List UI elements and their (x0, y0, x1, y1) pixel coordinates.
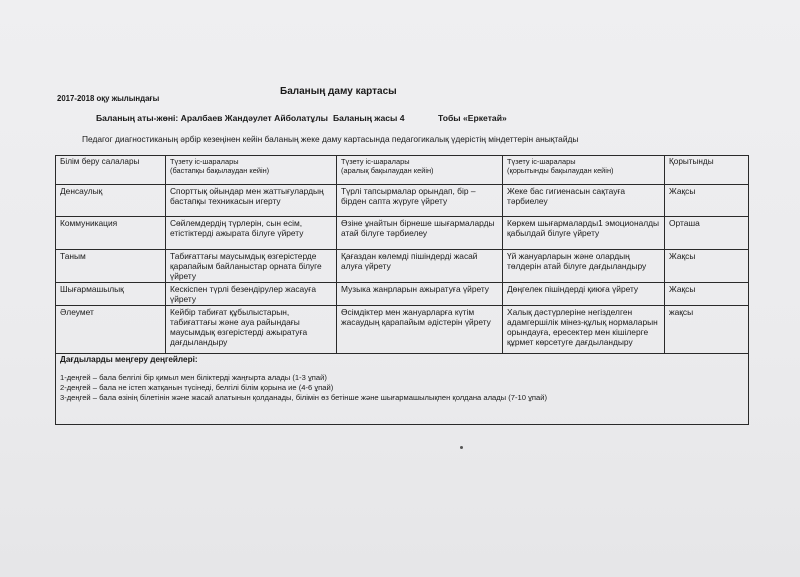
levels-title: Дағдыларды меңгеру деңгейлері: (60, 355, 198, 364)
result-cell: Орташа (665, 217, 749, 250)
child-age: Баланың жасы 4 (333, 113, 405, 123)
scan-speck (460, 446, 463, 449)
table-row (56, 306, 749, 354)
academic-year: 2017-2018 оқу жылындағы (57, 94, 160, 103)
result-cell: Жақсы (665, 250, 749, 283)
final-cell: Дөңгелек пішіндерді қиюға үйрету (503, 283, 665, 306)
final-cell: Жеке бас гигиенасын сақтауға тәрбиелеу (503, 185, 665, 217)
interim-cell: Музыка жанрларын ажыратуға үйрету (337, 283, 503, 306)
initial-cell: Сөйлемдердің түрлерін, сын есім, етістіктерді ажырата білуге үйрету (166, 217, 337, 250)
levels-row (56, 354, 749, 425)
level-item: 1-деңгей – бала белгілі бір қимыл мен біліктерді жаңғырта алады (1-3 ұпай) (60, 373, 327, 382)
interim-cell: Өсімдіктер мен жануарларға күтім жасаудың қарапайым әдістерін үйрету (337, 306, 503, 354)
initial-cell: Спорттық ойындар мен жаттығулардың бастапқы техникасын игерту (166, 185, 337, 217)
group-name: Тобы «Еркетай» (438, 113, 507, 123)
area-cell: Шығармашылық (56, 283, 166, 306)
development-table (55, 155, 749, 425)
column-header: Білім беру салалары (56, 156, 166, 185)
child-name: Баланың аты-жөні: Аралбаев Жандәулет Айболатұлы (96, 113, 328, 123)
interim-cell: Түрлі тапсырмалар орындап, бір – бірден сапта жүруге үйрету (337, 185, 503, 217)
table-row (56, 217, 749, 250)
column-header: Түзету іс-шаралары (аралық бақылаудан кейін) (337, 156, 503, 185)
final-cell: Көркем шығармаларды1 эмоционалды қабылдай білуге үйрету (503, 217, 665, 250)
column-header: Қорытынды (665, 156, 749, 185)
level-item: 2-деңгей – бала не істеп жатқанын түсінеді, белгілі білім қорына ие (4-6 ұпай) (60, 383, 334, 392)
final-cell: Халық дәстүрлеріне негізделген адамгершілік мінез-құлық нормаларын орындауға, ересектер мен кішілерге құрмет көрсетуге дағдыландыру (503, 306, 665, 354)
area-cell: Денсаулық (56, 185, 166, 217)
area-cell: Коммуникация (56, 217, 166, 250)
level-item: 3-деңгей – бала өзінің білетінін және жасай алатынын қолданады, білімін өз бетінше және шығармашылықпен қолдана алады (7-10 ұпай) (60, 393, 547, 402)
initial-cell: Табиғаттағы маусымдық өзгерістерде қарапайым байланыстар орната білуге үйрету (166, 250, 337, 283)
intro-text: Педагог диагностиканың әрбір кезеңінен кейін баланың жеке даму картасында педагогикалық үдерістің міндеттерін анықтайды (82, 134, 579, 144)
initial-cell: Кейбір табиғат құбылыстарын, табиғаттағы және ауа райындағы маусымдық өзгерістерді ажыратуға дағдыландыру (166, 306, 337, 354)
initial-cell: Кескіспен түрлі безендірулер жасауға үйрету (166, 283, 337, 306)
interim-cell: Өзіне ұнайтын бірнеше шығармаларды атай білуге тәрбиелеу (337, 217, 503, 250)
column-header: Түзету іс-шаралары (қорытынды бақылаудан кейін) (503, 156, 665, 185)
column-header: Түзету іс-шаралары (бастапқы бақылаудан кейін) (166, 156, 337, 185)
levels-cell (56, 354, 749, 425)
result-cell: Жақсы (665, 283, 749, 306)
result-cell: жақсы (665, 306, 749, 354)
interim-cell: Қағаздан көлемді пішіндерді жасай алуға үйрету (337, 250, 503, 283)
table-row (56, 283, 749, 306)
final-cell: Үй жануарларын және олардың төлдерін атай білуге дағдыландыру (503, 250, 665, 283)
area-cell: Таным (56, 250, 166, 283)
table-row (56, 250, 749, 283)
table-header-row (56, 156, 749, 185)
page-title: Баланың даму картасы (280, 86, 397, 97)
result-cell: Жақсы (665, 185, 749, 217)
area-cell: Әлеумет (56, 306, 166, 354)
table-row (56, 185, 749, 217)
